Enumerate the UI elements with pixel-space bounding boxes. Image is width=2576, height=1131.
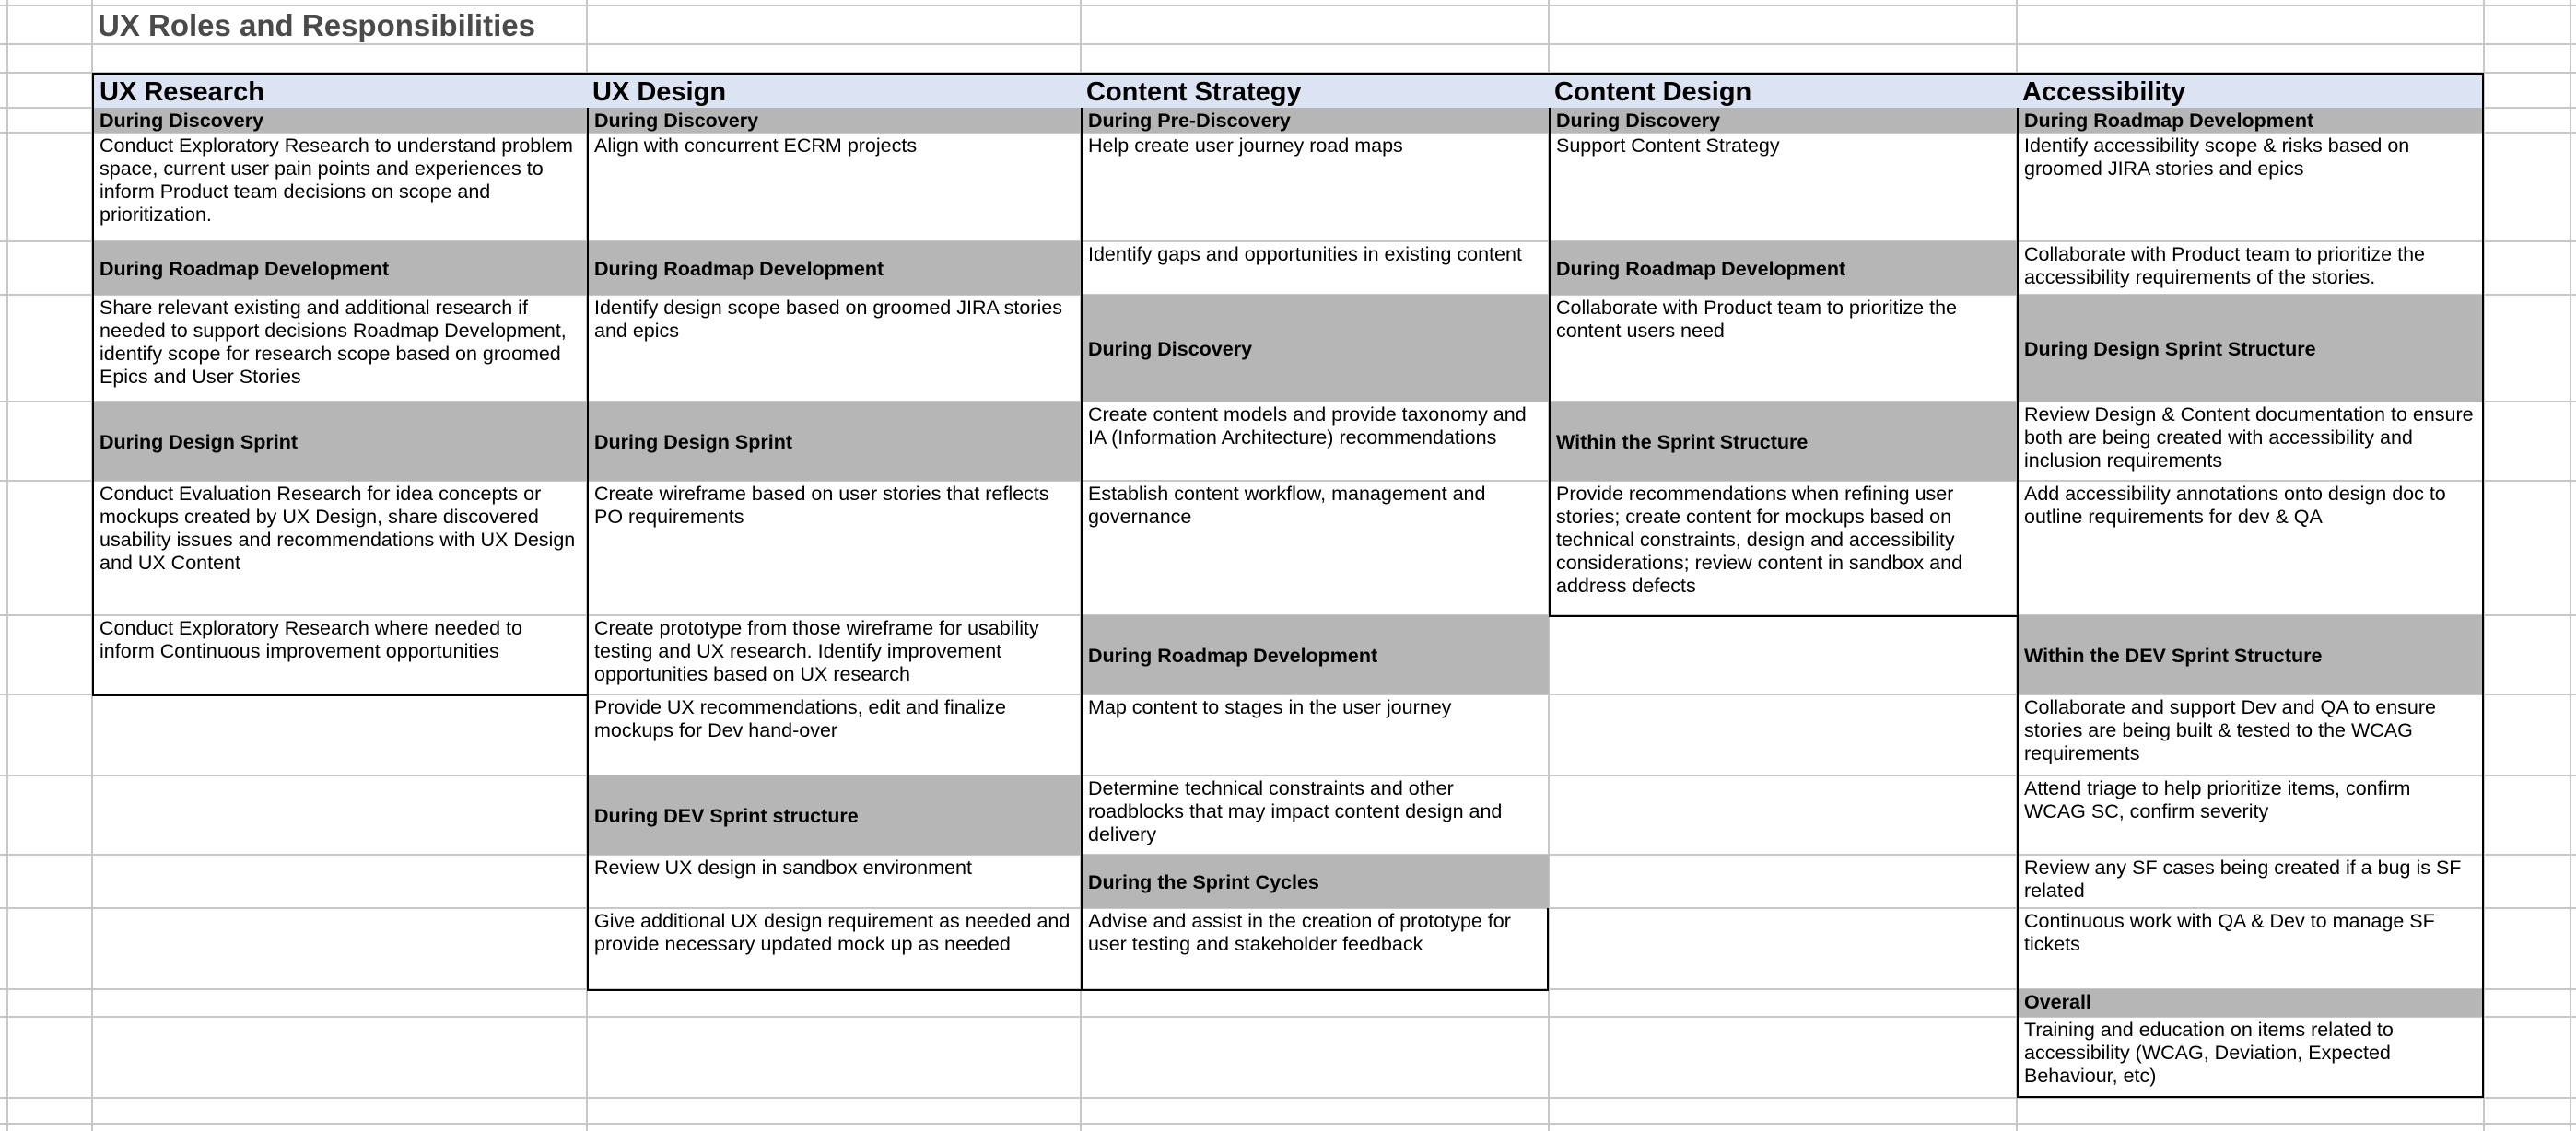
research-task-share[interactable]: Share relevant existing and additional research if needed to support decisions Roadmap Development, identify scope for research scope based on groomed Epics and User Stories [92,295,587,402]
a11y-task-review-sf-cases[interactable]: Review any SF cases being created if a bug is SF related [2017,855,2484,908]
a11y-task-annotations[interactable]: Add accessibility annotations onto design doc to outline requirements for dev & QA [2017,481,2484,615]
gridline-vertical [2570,0,2571,1131]
strategy-task-prototype-advice[interactable]: Advise and assist in the creation of prototype for user testing and stakeholder feedback [1081,908,1549,991]
gridline-horizontal [0,5,2576,6]
content-design-task-recommendations[interactable]: Provide recommendations when refining user stories; create content for mockups based on technical constraints, design and accessibility considerations; review content in sandbox and address defects [1549,481,2017,617]
gridline-horizontal [0,1123,2576,1125]
content-design-phase-sprint[interactable]: Within the Sprint Structure [1549,402,2017,481]
strategy-phase-pre-discovery[interactable]: During Pre-Discovery [1081,108,1549,133]
design-task-recommendations[interactable]: Provide UX recommendations, edit and finalize mockups for Dev hand-over [587,694,1081,775]
research-phase-discovery[interactable]: During Discovery [92,108,587,133]
a11y-task-support-dev-qa[interactable]: Collaborate and support Dev and QA to ensure stories are being built & tested to the WCAG requirements [2017,694,2484,775]
design-phase-roadmap[interactable]: During Roadmap Development [587,241,1081,295]
design-task-additional-requirements[interactable]: Give additional UX design requirement as needed and provide necessary updated mock up as needed [587,908,1081,991]
strategy-phase-discovery[interactable]: During Discovery [1081,295,1549,402]
strategy-task-content-models[interactable]: Create content models and provide taxonomy and IA (Information Architecture) recommendations [1081,402,1549,481]
research-task-exploratory[interactable]: Conduct Exploratory Research to understand problem space, current user pain points and experiences to inform Product team decisions on scope and prioritization. [92,133,587,241]
research-task-evaluation[interactable]: Conduct Evaluation Research for idea concepts or mockups created by UX Design, share discovered usability issues and recommendations with UX Design and UX Content [92,481,587,615]
content-design-task-prioritize[interactable]: Collaborate with Product team to prioritize the content users need [1549,295,2017,402]
strategy-task-gaps[interactable]: Identify gaps and opportunities in existing content [1081,241,1549,295]
column-header-ux-design[interactable]: UX Design [587,73,1081,108]
strategy-task-workflow[interactable]: Establish content workflow, management and governance [1081,481,1549,615]
column-header-ux-research[interactable]: UX Research [92,73,587,108]
a11y-task-collaborate-product[interactable]: Collaborate with Product team to prioritize the accessibility requirements of the stories. [2017,241,2484,295]
a11y-phase-roadmap[interactable]: During Roadmap Development [2017,108,2484,133]
strategy-task-map-content[interactable]: Map content to stages in the user journey [1081,694,1549,775]
design-task-align[interactable]: Align with concurrent ECRM projects [587,133,1081,241]
sheet-title: UX Roles and Responsibilities [98,8,535,42]
research-task-continuous[interactable]: Conduct Exploratory Research where needed to inform Continuous improvement opportunities [92,615,587,696]
strategy-task-constraints[interactable]: Determine technical constraints and other roadblocks that may impact content design and delivery [1081,775,1549,855]
design-task-prototype[interactable]: Create prototype from those wireframe for usability testing and UX research. Identify improvement opportunities based on UX research [587,615,1081,694]
a11y-task-scope[interactable]: Identify accessibility scope & risks based on groomed JIRA stories and epics [2017,133,2484,241]
content-design-task-support[interactable]: Support Content Strategy [1549,133,2017,241]
strategy-task-journey-maps[interactable]: Help create user journey road maps [1081,133,1549,241]
research-phase-design-sprint[interactable]: During Design Sprint [92,402,587,481]
column-header-content-design[interactable]: Content Design [1549,73,2017,108]
strategy-phase-sprint-cycles[interactable]: During the Sprint Cycles [1081,855,1549,908]
strategy-phase-roadmap[interactable]: During Roadmap Development [1081,615,1549,694]
a11y-task-training[interactable]: Training and education on items related to accessibility (WCAG, Deviation, Expected Behaviour, etc) [2017,1017,2484,1098]
content-design-phase-discovery[interactable]: During Discovery [1549,108,2017,133]
gridline-vertical [6,0,8,1131]
a11y-phase-overall[interactable]: Overall [2017,989,2484,1017]
design-task-scope[interactable]: Identify design scope based on groomed JIRA stories and epics [587,295,1081,402]
column-header-accessibility[interactable]: Accessibility [2017,73,2484,108]
research-phase-roadmap[interactable]: During Roadmap Development [92,241,587,295]
a11y-task-triage[interactable]: Attend triage to help prioritize items, confirm WCAG SC, confirm severity [2017,775,2484,855]
design-task-review-sandbox[interactable]: Review UX design in sandbox environment [587,855,1081,908]
a11y-phase-design-sprint[interactable]: During Design Sprint Structure [2017,295,2484,402]
content-design-phase-roadmap[interactable]: During Roadmap Development [1549,241,2017,295]
design-phase-design-sprint[interactable]: During Design Sprint [587,402,1081,481]
a11y-task-manage-sf-tickets[interactable]: Continuous work with QA & Dev to manage SF tickets [2017,908,2484,989]
a11y-phase-dev-sprint[interactable]: Within the DEV Sprint Structure [2017,615,2484,694]
design-task-wireframe[interactable]: Create wireframe based on user stories that reflects PO requirements [587,481,1081,615]
design-phase-dev-sprint[interactable]: During DEV Sprint structure [587,775,1081,855]
column-header-content-strategy[interactable]: Content Strategy [1081,73,1549,108]
a11y-task-review-docs[interactable]: Review Design & Content documentation to ensure both are being created with accessibility and inclusion requirements [2017,402,2484,481]
design-phase-discovery[interactable]: During Discovery [587,108,1081,133]
